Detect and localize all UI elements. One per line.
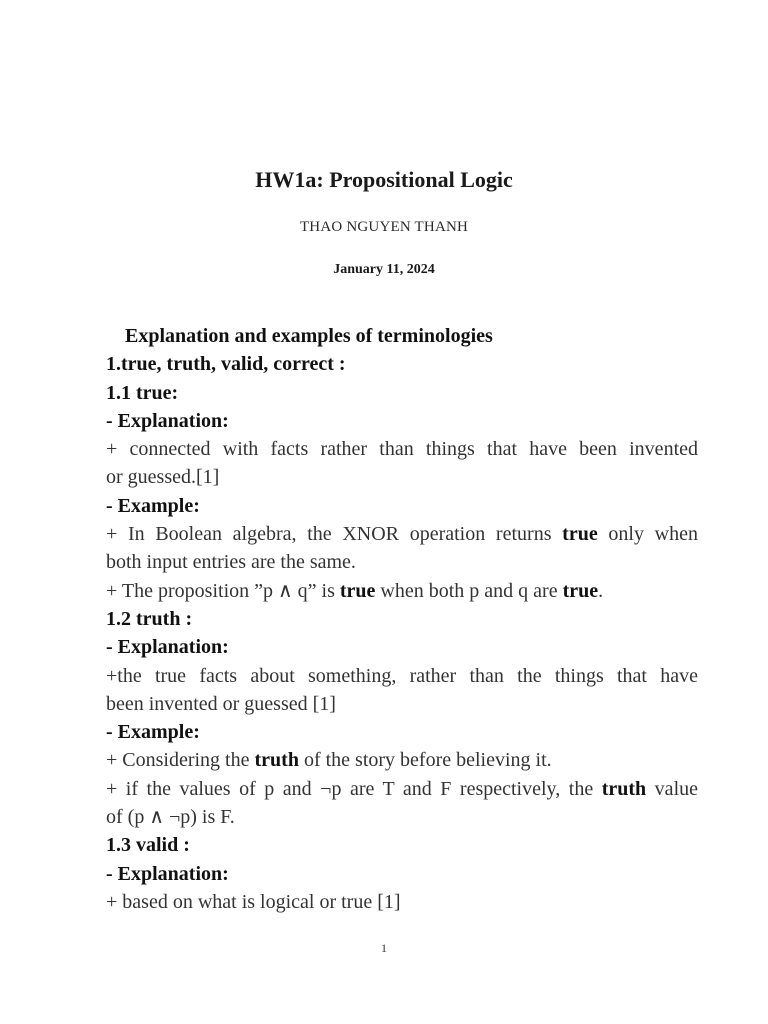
bold-term: true bbox=[339, 579, 376, 602]
bold-term: truth bbox=[254, 749, 299, 772]
paragraph-line: + based on what is logical or true [1] bbox=[106, 890, 401, 913]
document-body bbox=[106, 322, 698, 916]
paragraph-line: both input entries are the same. bbox=[106, 551, 356, 574]
text-run: + The proposition ”p ∧ q” is bbox=[106, 579, 340, 602]
text-run: + if the values of p and ¬p are T and F respectively, the bbox=[106, 777, 602, 800]
text-run: of the story before believing it. bbox=[298, 749, 552, 772]
author-name: THAO NGUYEN THANH bbox=[299, 219, 469, 235]
text-run: . bbox=[598, 579, 604, 602]
document-date: January 11, 2024 bbox=[333, 262, 435, 277]
text-run: + Considering the bbox=[106, 749, 255, 772]
text-run: + In Boolean algebra, the XNOR operation returns bbox=[106, 523, 563, 546]
paragraph-line bbox=[106, 577, 698, 605]
subsection-heading-1-2: 1.2 truth : bbox=[106, 607, 193, 630]
example-label: - Example: bbox=[106, 494, 200, 517]
page-number: 1 bbox=[381, 941, 387, 955]
text-run: only when bbox=[597, 523, 698, 546]
text-run: when both p and q are bbox=[375, 579, 563, 602]
paragraph-line bbox=[106, 746, 698, 774]
paragraph-line: +the true facts about something, rather than the things that have bbox=[106, 664, 698, 687]
paragraph-line: of (p ∧ ¬p) is F. bbox=[106, 806, 235, 829]
explanation-label: - Explanation: bbox=[106, 636, 229, 659]
example-label: - Example: bbox=[106, 721, 200, 744]
text-run: value bbox=[646, 777, 698, 800]
explanation-label: - Explanation: bbox=[106, 409, 229, 432]
paragraph-line: or guessed.[1] bbox=[106, 466, 220, 489]
paragraph-line bbox=[106, 520, 698, 548]
bold-term: true bbox=[562, 579, 599, 602]
subsection-heading-1: 1.true, truth, valid, correct : bbox=[106, 353, 346, 376]
paragraph-line bbox=[106, 775, 698, 803]
section-heading: Explanation and examples of terminologies bbox=[125, 325, 493, 347]
explanation-label: - Explanation: bbox=[106, 862, 229, 885]
subsection-heading-1-1: 1.1 true: bbox=[106, 381, 179, 404]
paragraph-line: been invented or guessed [1] bbox=[106, 692, 336, 715]
bold-term: truth bbox=[601, 777, 647, 800]
document-title: HW1a: Propositional Logic bbox=[255, 167, 513, 192]
bold-term: true bbox=[562, 523, 598, 546]
subsection-heading-1-3: 1.3 valid : bbox=[106, 834, 190, 857]
paragraph-line: + connected with facts rather than things that have been invented bbox=[106, 438, 698, 461]
